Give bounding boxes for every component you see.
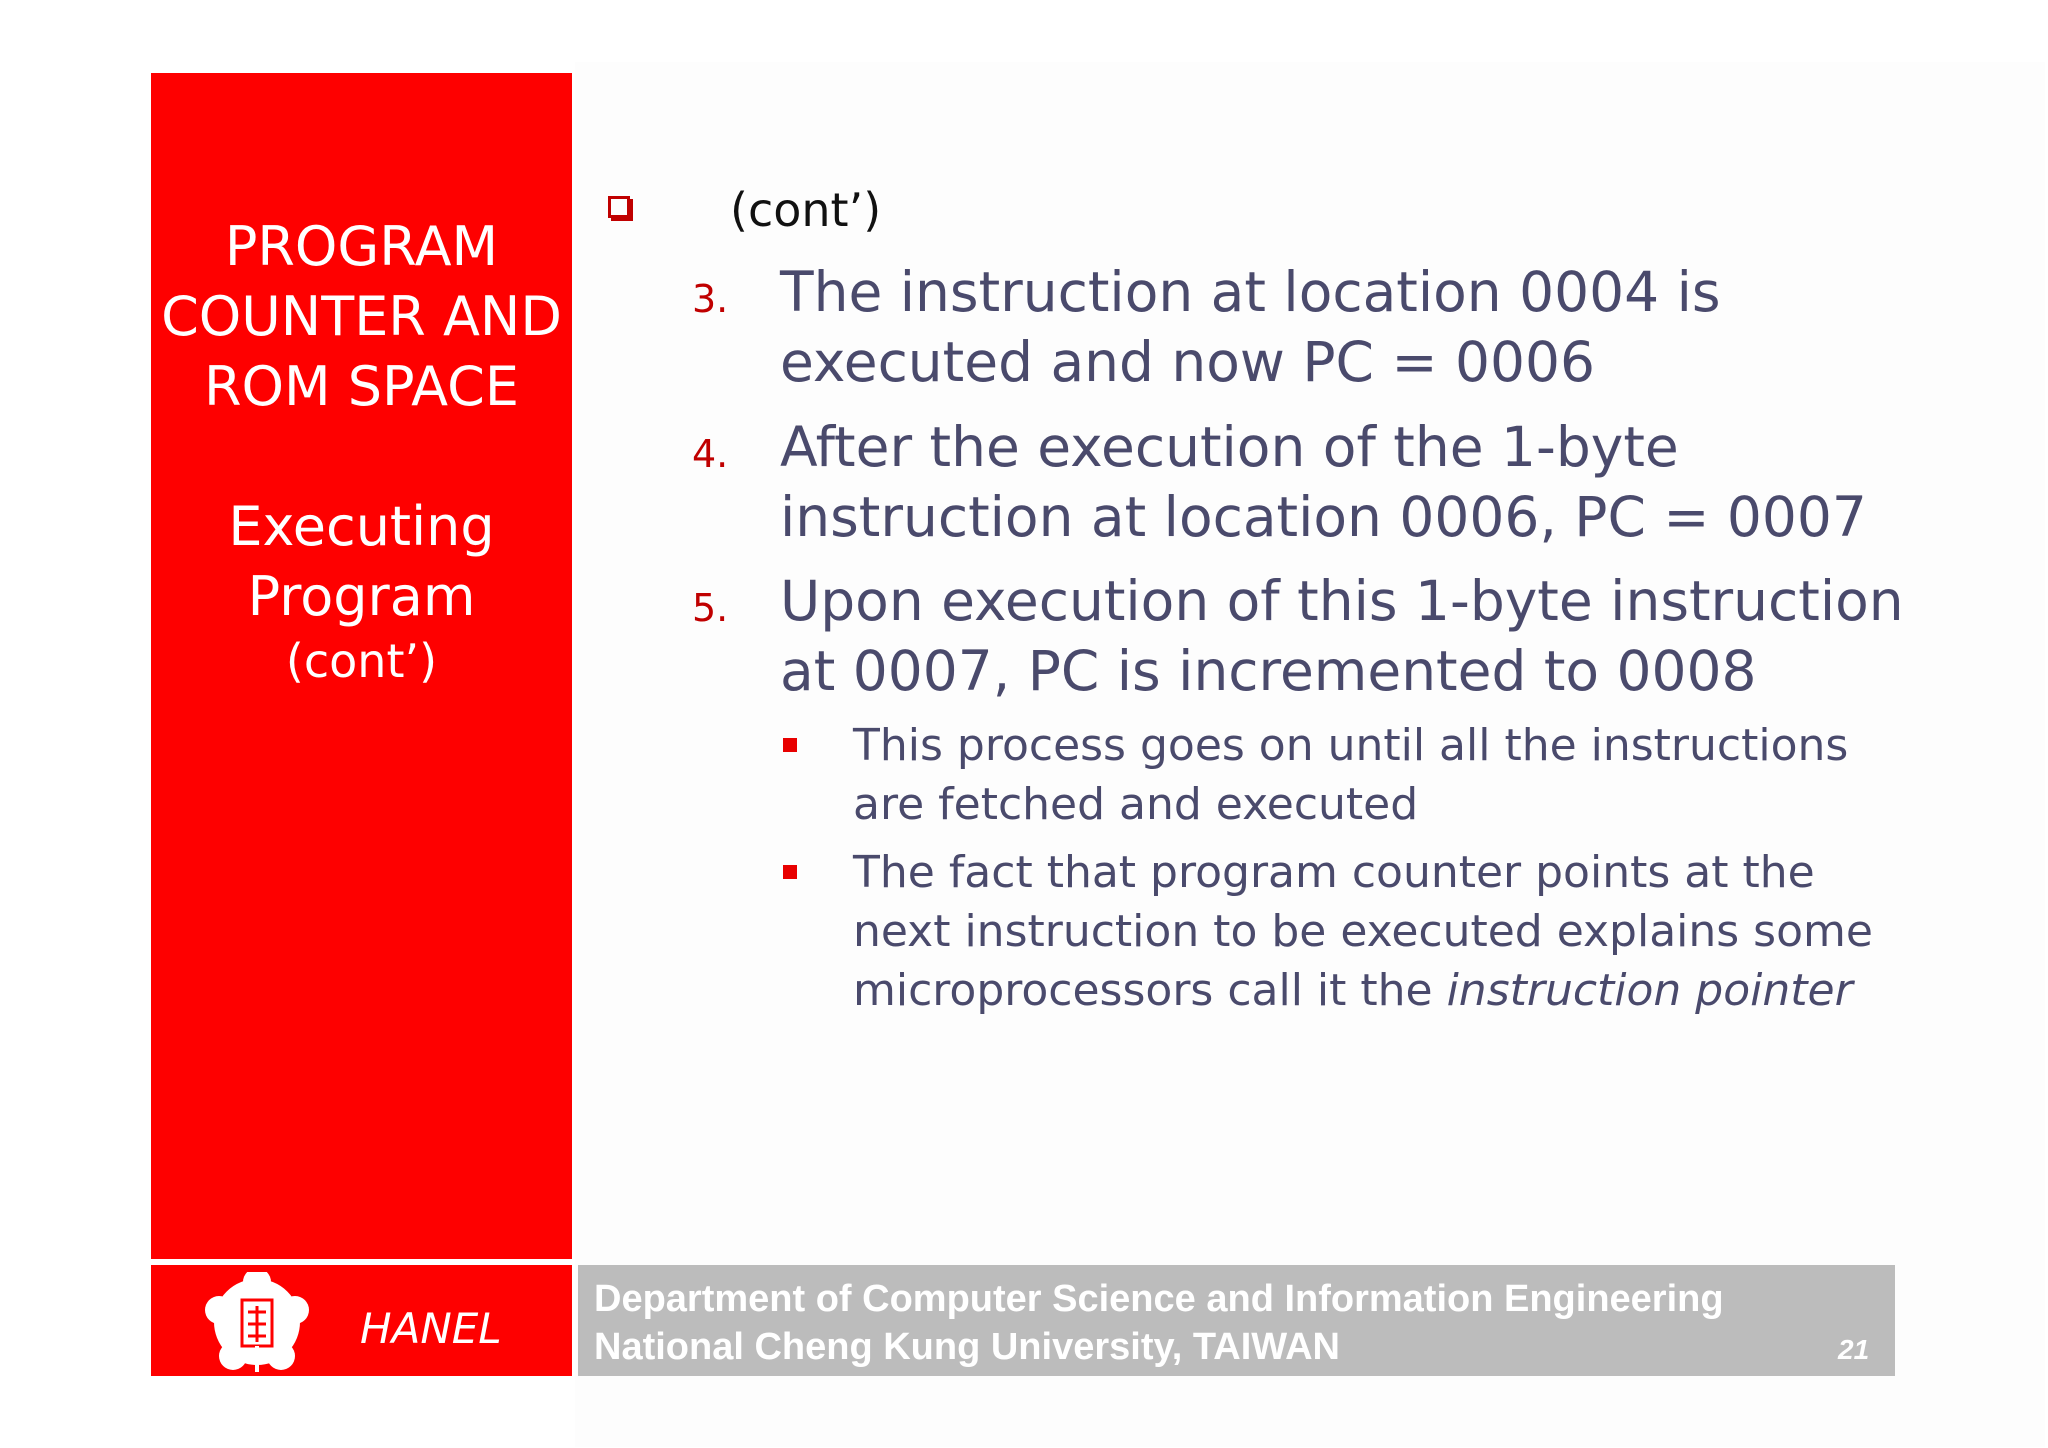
sub-list-item-line: This process goes on until all the instructions: [853, 720, 1849, 771]
sidebar-subtitle-line: Executing: [228, 495, 495, 558]
footer-institution: [594, 1275, 1724, 1371]
item-number: 5.: [692, 586, 729, 630]
list-item-line: at 0007, PC is incremented to 0008: [780, 639, 1757, 703]
sub-list-item-text: microprocessors call it the: [853, 965, 1447, 1016]
sub-list-item: [853, 843, 1903, 1020]
list-item: [780, 257, 1900, 397]
sidebar-title: [151, 212, 572, 694]
sub-list-item-line: The fact that program counter points at the: [853, 847, 1815, 898]
sub-list-item-line: next instruction to be executed explains some: [853, 906, 1873, 957]
sidebar-title-line: COUNTER AND: [161, 285, 562, 348]
list-item-line: executed and now PC = 0006: [780, 330, 1595, 394]
square-bullet-icon: [608, 196, 630, 218]
sidebar-title-line: ROM SPACE: [204, 355, 519, 418]
sidebar-subtitle-cont: (cont’): [285, 634, 438, 688]
sidebar-subtitle-line: Program: [247, 565, 476, 628]
emphasized-term: instruction pointer: [1446, 965, 1853, 1016]
list-item: [780, 566, 1904, 706]
list-item-line: The instruction at location 0004 is: [780, 260, 1721, 324]
page-number: 21: [1838, 1334, 1870, 1365]
university-emblem-icon: [198, 1272, 316, 1376]
item-number: 4.: [692, 432, 729, 476]
sub-bullet-icon: [783, 738, 797, 752]
university-name: National Cheng Kung University, TAIWAN: [594, 1326, 1340, 1368]
sub-list-item: [853, 716, 1903, 834]
list-item: [780, 412, 1900, 552]
sub-list-item-line: are fetched and executed: [853, 779, 1419, 830]
item-number: 3.: [692, 277, 729, 321]
list-item-line: instruction at location 0006, PC = 0007: [780, 485, 1867, 549]
content-heading: (cont’): [730, 183, 882, 237]
list-item-line: Upon execution of this 1-byte instruction: [780, 569, 1904, 633]
sidebar-spacer: [151, 422, 572, 492]
author-name: HANEL: [360, 1304, 502, 1353]
department-name: Department of Computer Science and Information Engineering: [594, 1278, 1724, 1320]
sub-bullet-icon: [783, 865, 797, 879]
sub-list-item-line: [853, 961, 1903, 1020]
list-item-line: After the execution of the 1-byte: [780, 415, 1679, 479]
sidebar-title-line: PROGRAM: [224, 215, 499, 278]
